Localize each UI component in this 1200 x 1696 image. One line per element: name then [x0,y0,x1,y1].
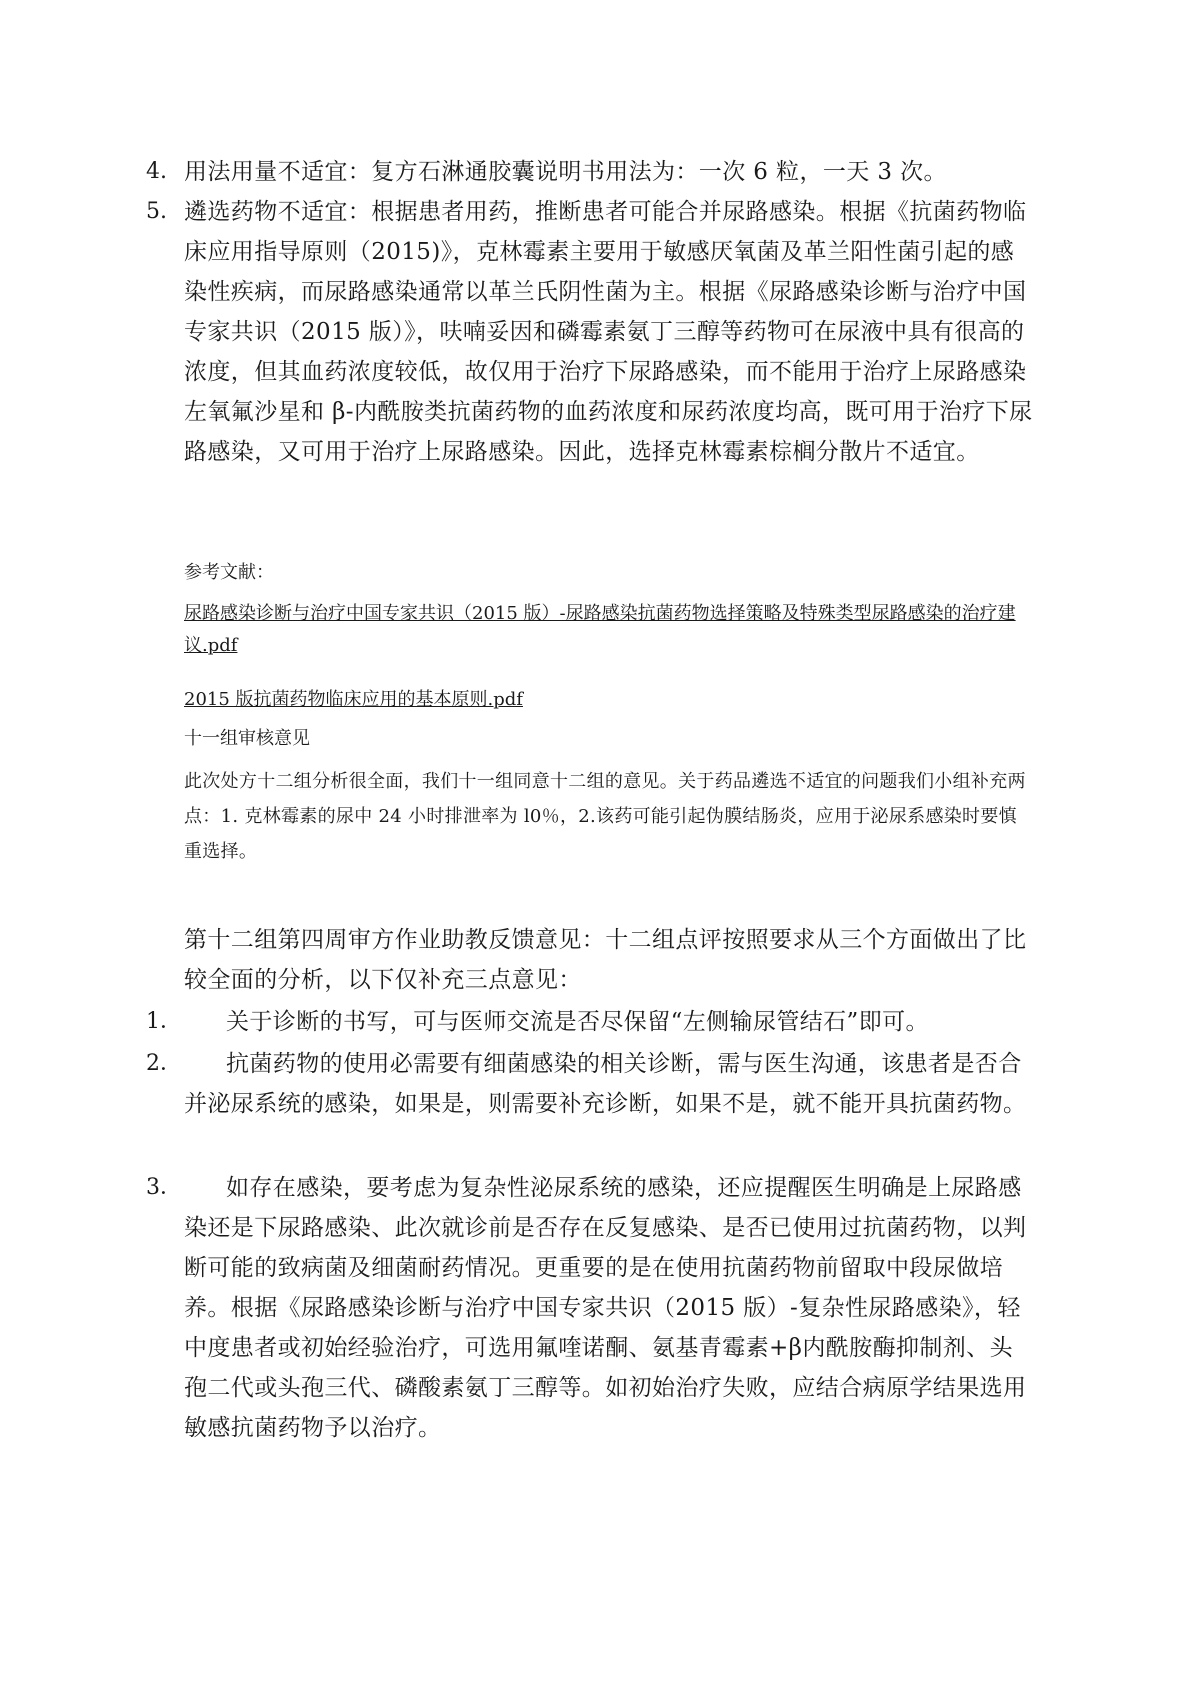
list-marker: 3． [146,1175,182,1200]
list-item-text: 关于诊断的书写，可与医师交流是否尽保留“左侧输尿管结石”即可。 [226,1009,929,1035]
reference-link[interactable]: 尿路感染诊断与治疗中国专家共识（2015 版）-尿路感染抗菌药物选择策略及特殊类型尿路感染的治疗建议.pdf [184,603,1016,656]
feedback-intro: 第十二组第四周审方作业助教反馈意见：十二组点评按照要求从三个方面做出了比较全面的分析，以下仅补充三点意见： [184,927,1027,993]
references-title: 参考文献： [184,562,274,583]
list-item-text: 如存在感染，要考虑为复杂性泌尿系统的感染，还应提醒医生明确是上尿路感染还是下尿路感染、此次就诊前是否存在反复感染、是否已使用过抗菌药物，以判断可能的致病菌及细菌耐药情况。更重要的是在使用抗菌药物前留取中段尿做培养。根据《尿路感染诊断与治疗中国专家共识（2015 版）-复杂性尿路感染》，轻中度患者或初始经验治疗，可选用氟喹诺酮、氨基青霉素+β内酰胺酶抑制剂、头孢二代或头孢三代、磷酸素氨丁三醇等。如初始治疗失败，应结合病原学结果选用敏感抗菌药物予以治疗。 [184,1175,1027,1441]
list-marker: 2． [146,1051,182,1076]
review-text: 此次处方十二组分析很全面，我们十一组同意十二组的意见。关于药品遴选不适宜的问题我们小组补充两点：1. 克林霉素的尿中 24 小时排泄率为 l0％，2.该药可能引起伪膜结肠炎，应用于泌尿系感染时要慎重选择。 [184,771,1026,862]
list-item-text: 用法用量不适宜：复方石淋通胶囊说明书用法为：一次 6 粒，一天 3 次。 [184,159,947,185]
list-marker: 4. [146,159,167,184]
list-marker: 5. [146,199,167,224]
reference-link[interactable]: 2015 版抗菌药物临床应用的基本原则.pdf [184,689,523,710]
review-heading: 十一组审核意见 [184,728,310,749]
list-item-text: 抗菌药物的使用必需要有细菌感染的相关诊断，需与医生沟通，该患者是否合并泌尿系统的感染，如果是，则需要补充诊断，如果不是，就不能开具抗菌药物。 [184,1051,1027,1117]
list-marker: 1． [146,1009,182,1034]
list-item-text: 遴选药物不适宜：根据患者用药，推断患者可能合并尿路感染。根据《抗菌药物临床应用指导原则（2015)》，克林霉素主要用于敏感厌氧菌及革兰阳性菌引起的感染性疾病，而尿路感染通常以革兰氏阴性菌为主。根据《尿路感染诊断与治疗中国专家共识（2015 版）》，呋喃妥因和磷霉素氨丁三醇等药物可在尿液中具有很高的浓度，但其血药浓度较低，故仅用于治疗下尿路感染，而不能用于治疗上尿路感染左氧氟沙星和 β-内酰胺类抗菌药物的血药浓度和尿药浓度均高，既可用于治疗下尿路感染，又可用于治疗上尿路感染。因此，选择克林霉素棕榈分散片不适宜。 [184,199,1033,465]
